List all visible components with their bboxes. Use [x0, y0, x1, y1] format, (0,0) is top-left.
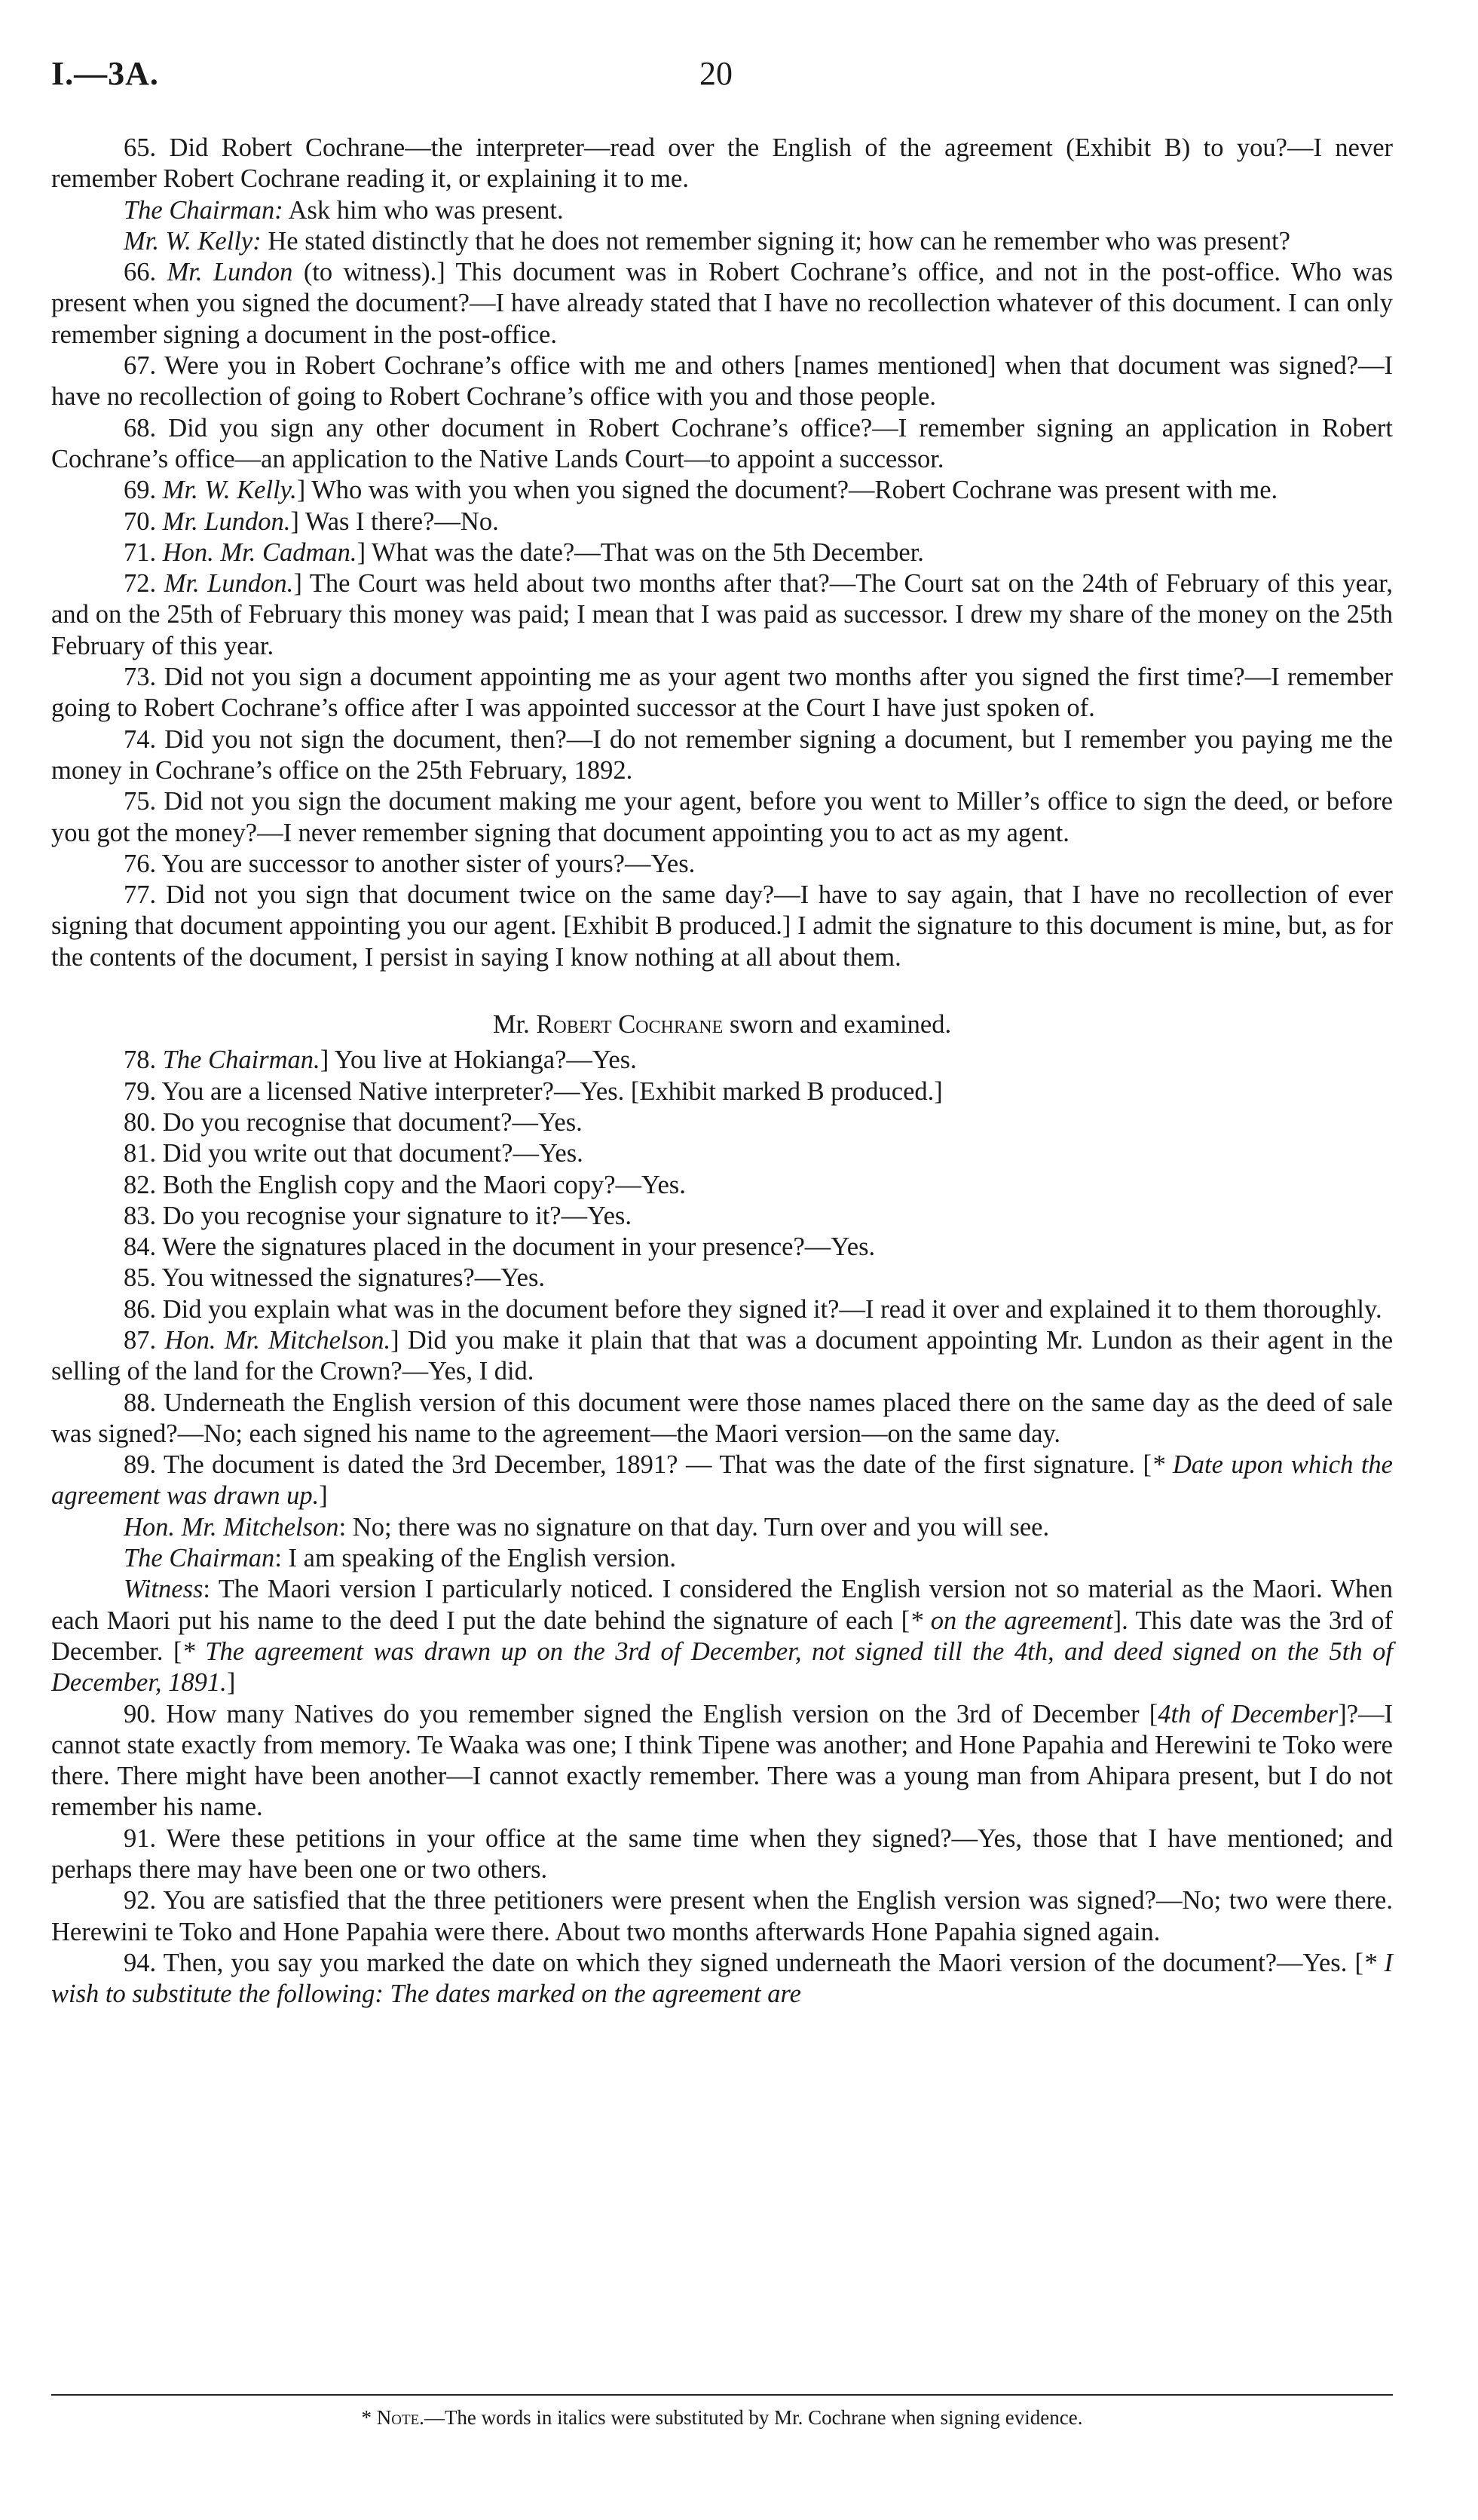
footnote: * Note.—The words in italics were substituted by Mr. Cochrane when signing evidence.	[361, 2406, 1083, 2429]
paragraph-88: 88. Underneath the English version of this document were those names placed there on the same day as the deed of sale was signed?—No; each signed his name to the agreement—the Maori version—on the same day.	[51, 1388, 1393, 1448]
paragraph-80: 80. Do you recognise that document?—Yes.	[124, 1107, 583, 1137]
paragraph-85: 85. You witnessed the signatures?—Yes.	[124, 1263, 546, 1293]
paragraph-chairman: The Chairman: Ask him who was present.	[124, 195, 564, 225]
paragraph-86: 86. Did you explain what was in the document before they signed it?—I read it over and explained it to them thoroughly.	[124, 1294, 1382, 1324]
paragraph-79: 79. You are a licensed Native interpreter?—Yes. [Exhibit marked B produced.]	[124, 1076, 943, 1106]
paragraph-74: 74. Did you not sign the document, then?—I do not remember signing a document, but I remember you paying me the money in Cochrane’s office on the 25th February, 1892.	[51, 724, 1393, 785]
paragraph-71: 71. Hon. Mr. Cadman.] What was the date?—That was on the 5th December.	[124, 537, 924, 567]
paragraph-94: 94. Then, you say you marked the date on which they signed underneath the Maori version of the document?—Yes. [* I wish to substitute the following: The dates marked on the agreement are	[51, 1948, 1393, 2009]
paragraph-82: 82. Both the English copy and the Maori copy?—Yes.	[124, 1170, 686, 1199]
page-header	[51, 54, 1393, 100]
paragraph-84: 84. Were the signatures placed in the document in your presence?—Yes.	[124, 1232, 876, 1262]
paragraph-chairman-2: The Chairman: I am speaking of the English version.	[124, 1544, 677, 1573]
document-reference: I.—3A.	[51, 55, 159, 92]
paragraph-70: 70. Mr. Lundon.] Was I there?—No.	[124, 507, 499, 536]
paragraph-mitchelson: Hon. Mr. Mitchelson: No; there was no signature on that day. Turn over and you will see.	[124, 1512, 1050, 1542]
paragraph-90: 90. How many Natives do you remember signed the English version on the 3rd of December [4th of December]?—I cannot state exactly from memory. Te Waaka was one; I think Tipene was another; and Hone Papahia and Herewini te Toko were there. There might have been another—I cannot exactly remember. There was a young man from Ahipara present, but I do not remember his name.	[51, 1699, 1393, 1822]
paragraph-72: 72. Mr. Lundon.] The Court was held about two months after that?—The Court sat on the 24th of February of this year, and on the 25th of February this money was paid; I mean that I was paid as successor. I drew my share of the money on the 25th February of this year.	[51, 569, 1394, 660]
paragraph-87: 87. Hon. Mr. Mitchelson.] Did you make it plain that that was a document appointing Mr. Lundon as their agent in the selling of the land for the Crown?—Yes, I did.	[51, 1325, 1394, 1386]
paragraph-83: 83. Do you recognise your signature to it?—Yes.	[124, 1201, 632, 1230]
paragraph-75: 75. Did not you sign the document making me your agent, before you went to Miller’s office to sign the deed, or before you got the money?—I never remember signing that document appointing you to act as my agent.	[51, 787, 1393, 847]
paragraph-78: 78. The Chairman.] You live at Hokianga?—Yes.	[124, 1046, 637, 1075]
paragraph-91: 91. Were these petitions in your office at the same time when they signed?—Yes, those that I have mentioned; and perhaps there may have been one or two others.	[51, 1823, 1393, 1885]
evidence-text	[51, 133, 1393, 2010]
paragraph-81: 81. Did you write out that document?—Yes.	[124, 1139, 583, 1168]
paragraph-89: 89. The document is dated the 3rd December, 1891? — That was the date of the first signature. [* Date upon which the agreement was drawn up.]	[51, 1450, 1393, 1511]
paragraph-68: 68. Did you sign any other document in Robert Cochrane’s office?—I remember signing an application in Robert Cochrane’s office—an application to the Native Lands Court—to appoint a successor.	[51, 413, 1393, 473]
page-number: 20	[699, 55, 733, 92]
paragraph-66: 66. Mr. Lundon (to witness).] This document was in Robert Cochrane’s office, and not in the post-office. Who was present when you signed the document?—I have already stated that I have no recollection whatever of this document. I can only remember signing a document in the post-office.	[51, 258, 1394, 349]
paragraph-65: 65. Did Robert Cochrane—the interpreter—read over the English of the agreement (Exhibit B) to you?—I never remember Robert Cochrane reading it, or explaining it to me.	[51, 133, 1393, 194]
paragraph-76: 76. You are successor to another sister of yours?—Yes.	[124, 849, 696, 878]
paragraph-witness: Witness: The Maori version I particularly noticed. I considered the English version not so material as the Maori. When each Maori put his name to the deed I put the date behind the signature of each [* on the agreement]. This date was the 3rd of December. [* The agreement was drawn up on the 3rd of December, not signed till the 4th, and deed signed on the 5th of December, 1891.]	[51, 1575, 1393, 1698]
paragraph-77: 77. Did not you sign that document twice on the same day?—I have to say again, that I have no recollection of ever signing that document appointing you our agent. [Exhibit B produced.] I admit the signature to this document is mine, but, as for the contents of the document, I persist in saying I know nothing at all about them.	[51, 880, 1393, 972]
footnote-divider	[51, 2394, 1393, 2396]
paragraph-69: 69. Mr. W. Kelly.] Who was with you when you signed the document?—Robert Cochrane was present with me.	[124, 476, 1278, 505]
paragraph-67: 67. Were you in Robert Cochrane’s office with me and others [names mentioned] when that document was signed?—I have no recollection of going to Robert Cochrane’s office with you and those people.	[51, 351, 1393, 412]
witness-heading: Mr. Robert Cochrane sworn and examined.	[492, 1010, 952, 1040]
paragraph-73: 73. Did not you sign a document appointing me as your agent two months after you signed the first time?—I remember going to Robert Cochrane’s office after I was appointed successor at the Court I have just spoken of.	[51, 663, 1393, 723]
paragraph-92: 92. You are satisfied that the three petitioners were present when the English version was signed?—No; two were there. Herewini te Toko and Hone Papahia were there. About two months afterwards Hone Papahia signed again.	[51, 1886, 1393, 1946]
paragraph-kelly: Mr. W. Kelly: He stated distinctly that he does not remember signing it; how can he remember who was present?	[124, 226, 1290, 256]
